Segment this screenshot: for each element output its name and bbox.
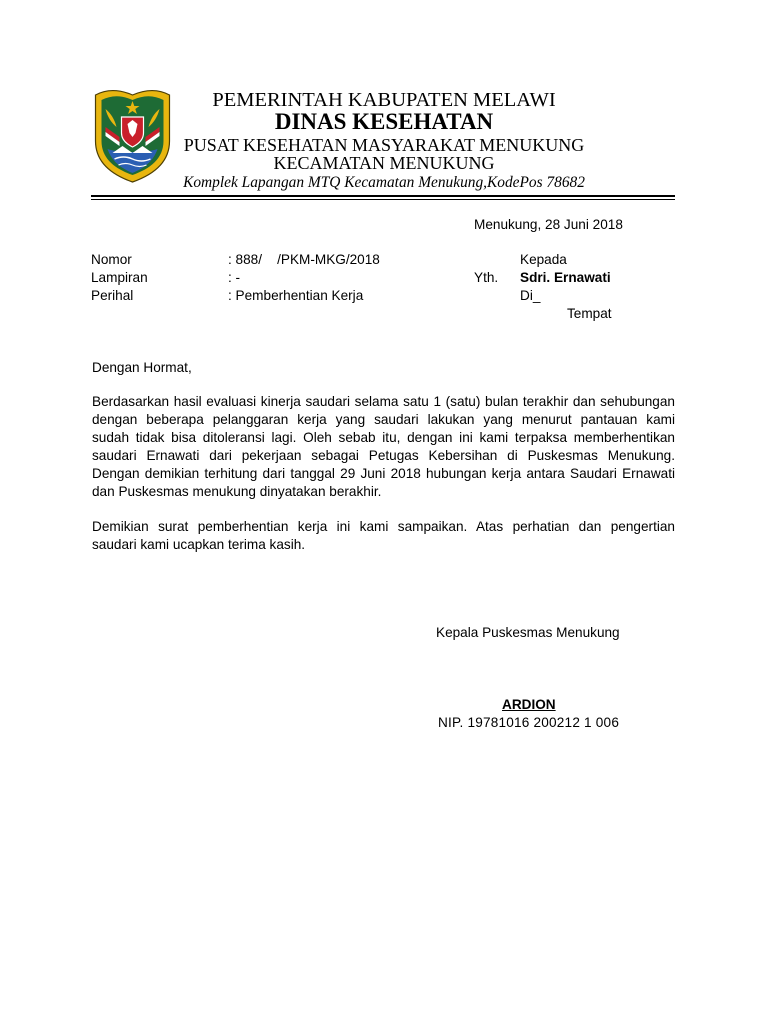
meta-label-lampiran: Lampiran [91, 270, 148, 285]
signature-name: ARDION [502, 697, 556, 712]
paragraph-line: dan Puskesmas menukung dinyatakan berakhir. [92, 484, 382, 499]
meta-label-perihal: Perihal [91, 288, 134, 303]
paragraph-line: Berdasarkan hasil evaluasi kinerja saudari selama satu 1 (satu) bulan terakhir dan sehubungan [92, 394, 675, 409]
recipient-kepada: Kepada [520, 252, 567, 267]
paragraph-line: Dengan demikian terhitung dari tanggal 29 Juni 2018 hubungan kerja antara Saudari Ernawati [92, 466, 675, 481]
paragraph-line: sudah tidak bisa ditoleransi lagi. Oleh sebab itu, dengan ini kami terpaksa memberhentikan [92, 430, 675, 445]
letterhead-divider-thick [91, 195, 675, 197]
meta-value-lampiran: : - [228, 270, 241, 285]
recipient-di: Di_ [520, 288, 541, 303]
regency-emblem-icon [92, 87, 173, 183]
paragraph-line: Demikian surat pemberhentian kerja ini kami sampaikan. Atas perhatian dan pengertian [92, 519, 675, 534]
paragraph-line: saudari Ernawati dari pekerjaan sebagai Petugas Kebersihan di Puskesmas Menukung. [92, 448, 675, 463]
recipient-name: Sdri. Ernawati [520, 270, 611, 285]
recipient-tempat: Tempat [567, 306, 612, 321]
signature-nip: NIP. 19781016 200212 1 006 [438, 715, 620, 730]
letterhead-department: DINAS KESEHATAN [274, 109, 494, 134]
meta-label-nomor: Nomor [91, 252, 132, 267]
meta-value-nomor: : 888/ /PKM-MKG/2018 [228, 252, 380, 267]
body-paragraph-1 [92, 393, 675, 501]
letterhead-institution: PUSAT KESEHATAN MASYARAKAT MENUKUNG [183, 135, 585, 155]
signature-title: Kepala Puskesmas Menukung [436, 625, 620, 640]
letterhead-district: KECAMATAN MENUKUNG [273, 153, 495, 173]
letterhead-government: PEMERINTAH KABUPATEN MELAWI [212, 89, 556, 111]
meta-value-perihal: : Pemberhentian Kerja [228, 288, 364, 303]
salutation: Dengan Hormat, [92, 360, 192, 375]
body-paragraph-2 [92, 518, 675, 554]
paragraph-line: dengan beberapa pelanggaran kerja yang saudari lakukan yang menurut pantauan kami [92, 412, 675, 427]
letterhead-divider-thin [91, 199, 675, 200]
letterhead-address: Komplek Lapangan MTQ Kecamatan Menukung,KodePos 78682 [183, 174, 585, 191]
recipient-yth: Yth. [474, 270, 499, 285]
paragraph-line: saudari kami ucapkan terima kasih. [92, 537, 306, 552]
place-date: Menukung, 28 Juni 2018 [474, 217, 623, 232]
